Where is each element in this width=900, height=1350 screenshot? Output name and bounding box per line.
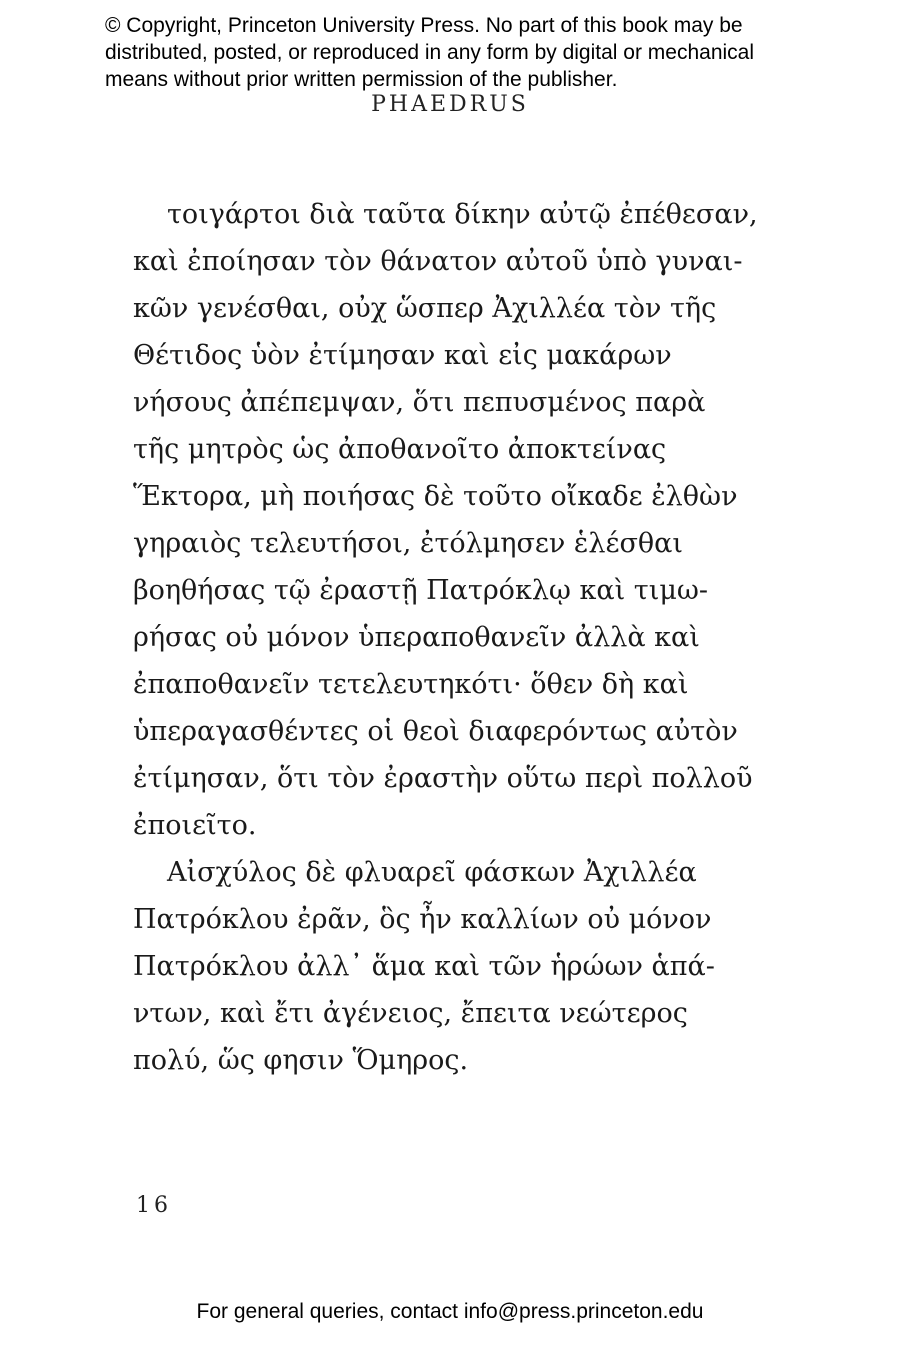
text-line: ἐπαποθανεῖν τετελευτηκότι· ὅθεν δὴ καὶ: [133, 669, 689, 700]
text-line: καὶ ἐποίησαν τὸν θάνατον αὐτοῦ ὑπὸ γυναι-: [133, 246, 743, 277]
text-line: Θέτιδος ὑὸν ἐτίμησαν καὶ εἰς μακάρων: [133, 340, 672, 371]
text-line: βοηθήσας τῷ ἐραστῇ Πατρόκλῳ καὶ τιμω-: [133, 575, 709, 606]
text-line: κῶν γενέσθαι, οὐχ ὥσπερ Ἀχιλλέα τὸν τῆς: [133, 293, 717, 324]
footer-contact: For general queries, contact info@press.princeton.edu: [196, 1300, 704, 1323]
copyright-line: © Copyright, Princeton University Press. No part of this book may be: [105, 14, 743, 37]
text-line: ὑπεραγασθέντες οἱ θεοὶ διαφερόντως αὐτὸν: [133, 716, 738, 747]
copyright-notice: [105, 12, 865, 93]
copyright-line: distributed, posted, or reproduced in any form by digital or mechanical: [105, 41, 755, 64]
paragraph: [133, 849, 773, 1084]
paragraph: [133, 191, 773, 849]
body-text: [133, 191, 773, 1084]
text-line: γηραιὸς τελευτήσοι, ἐτόλμησεν ἑλέσθαι: [133, 528, 683, 559]
text-line: τοιγάρτοι διὰ ταῦτα δίκην αὐτῷ ἐπέθεσαν,: [167, 199, 758, 230]
page-number: 16: [136, 1193, 172, 1218]
text-line: ἐτίμησαν, ὅτι τὸν ἐραστὴν οὕτω περὶ πολλοῦ: [133, 763, 753, 794]
text-line: ντων, καὶ ἔτι ἀγένειος, ἔπειτα νεώτερος: [133, 998, 688, 1029]
running-head: PHAEDRUS: [371, 92, 529, 117]
text-line: πολύ, ὥς φησιν Ὅμηρος.: [133, 1045, 469, 1076]
text-line: τῆς μητρὸς ὡς ἀποθανοῖτο ἀποκτείνας: [133, 434, 667, 465]
text-line: ρήσας οὐ μόνον ὑπεραποθανεῖν ἀλλὰ καὶ: [133, 622, 700, 653]
text-line: νήσους ἀπέπεμψαν, ὅτι πεπυσμένος παρὰ: [133, 387, 706, 418]
text-line: ἐποιεῖτο.: [133, 810, 257, 841]
text-line: Πατρόκλου ἀλλ᾽ ἅμα καὶ τῶν ἡρώων ἁπά-: [133, 951, 715, 982]
text-line: Αἰσχύλος δὲ φλυαρεῖ φάσκων Ἀχιλλέα: [167, 857, 697, 888]
copyright-line: means without prior written permission of the publisher.: [105, 68, 618, 91]
text-line: Ἕκτορα, μὴ ποιήσας δὲ τοῦτο οἴκαδε ἐλθὼν: [133, 481, 738, 512]
text-line: Πατρόκλου ἐρᾶν, ὃς ἦν καλλίων οὐ μόνον: [133, 904, 712, 935]
